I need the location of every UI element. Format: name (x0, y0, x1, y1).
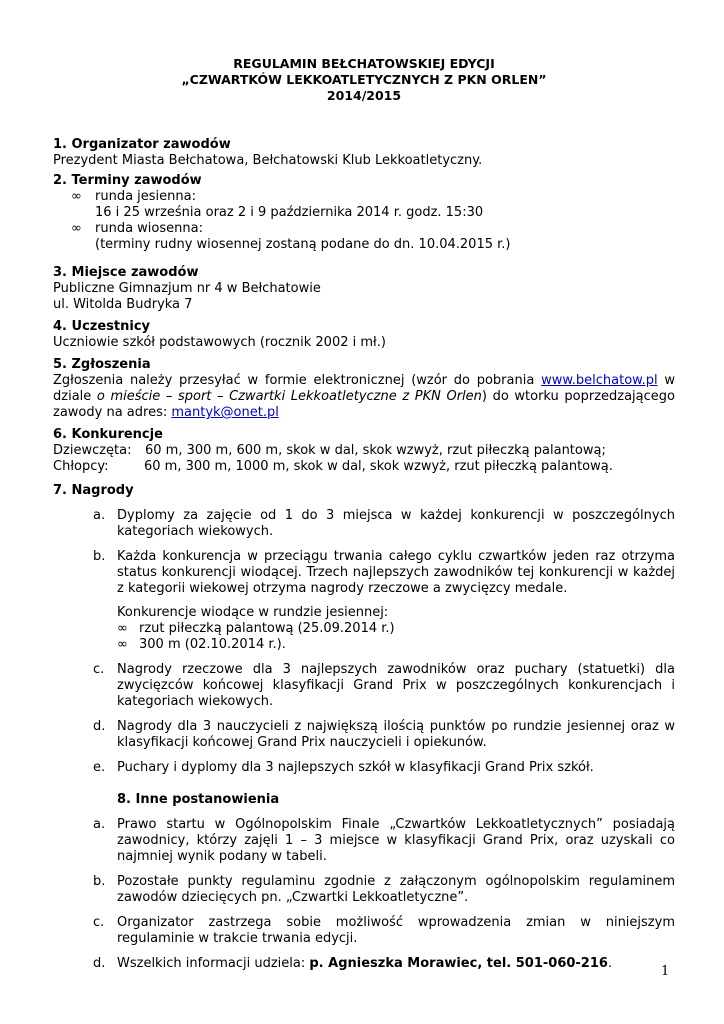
document-title (53, 56, 675, 104)
section-dates (53, 173, 675, 253)
list-item: d. Nagrody dla 3 nauczycieli z największą ilością punktów po rundzie jesiennej oraz w klasyfikacji końcowej Grand Prix nauczycieli i opiekunów. (93, 719, 675, 750)
section-heading: 6. Konkurencje (53, 427, 163, 442)
section-text: Prezydent Miasta Bełchatowa, Bełchatowski Klub Lekkoatletyczny. (53, 153, 483, 168)
infinity-bullet-icon: ∞ (117, 621, 128, 636)
date-detail: (terminy rudny wiosennej zostaną podane do dn. 10.04.2015 r.) (95, 237, 511, 252)
infinity-bullet-icon: ∞ (71, 221, 82, 236)
list-item: d. Wszelkich informacji udziela: p. Agnieszka Morawiec, tel. 501-060-216. (93, 956, 613, 971)
section-other-provisions (53, 792, 675, 972)
leading-events-heading: Konkurencje wiodące w rundzie jesiennej: (117, 605, 389, 620)
boys-events: Chłopcy: 60 m, 300 m, 1000 m, skok w dal, skok wzwyż, rzut piłeczką palantową. (53, 459, 613, 474)
title-line-1: REGULAMIN BEŁCHATOWSKIEJ EDYCJI (233, 56, 495, 71)
location-address: ul. Witolda Budryka 7 (53, 297, 193, 312)
section-heading: 2. Terminy zawodów (53, 173, 202, 188)
section-registration (53, 357, 675, 421)
infinity-bullet-icon: ∞ (117, 637, 128, 652)
section-awards (53, 483, 675, 776)
list-item: b. Pozostałe punkty regulaminu zgodnie z załączonym ogólnopolskim regulaminem zawodów dziecięcych pn. „Czwartki Lekkoatletyczne”. (93, 874, 675, 905)
girls-events: Dziewczęta: 60 m, 300 m, 600 m, skok w dal, skok wzwyż, rzut piłeczką palantową; (53, 443, 606, 458)
section-text: Uczniowie szkół podstawowych (rocznik 2002 i mł.) (53, 335, 386, 350)
belchatow-link[interactable]: www.belchatow.pl (541, 373, 658, 388)
list-item: ∞ 300 m (02.10.2014 r.). (117, 637, 286, 652)
list-item: c. Organizator zastrzega sobie możliwość wprowadzenia zmian w niniejszym regulaminie w trakcie trwania edycji. (93, 915, 675, 946)
contact-info: p. Agnieszka Morawiec, tel. 501-060-216 (309, 956, 608, 971)
document-page (53, 56, 675, 972)
list-item: ∞ runda jesienna: (71, 189, 196, 204)
section-participants (53, 319, 675, 351)
email-link[interactable]: mantyk@onet.pl (171, 405, 279, 420)
section-events (53, 427, 675, 475)
section-organizer (53, 137, 675, 169)
infinity-bullet-icon: ∞ (71, 189, 82, 204)
list-item: ∞ rzut piłeczką palantową (25.09.2014 r.) (117, 621, 395, 636)
list-item: e. Puchary i dyplomy dla 3 najlepszych szkół w klasyfikacji Grand Prix szkół. (93, 760, 594, 775)
registration-text: Zgłoszenia należy przesyłać w formie elektronicznej (wzór do pobrania www.belchatow.pl w dziale o mieście – sport – Czwartki Lekkoatletyczne z PKN Orlen) do wtorku poprzedzającego zawody na adres: mantyk@onet.pl (53, 373, 675, 420)
page-number: 1 (661, 964, 670, 979)
section-heading: 1. Organizator zawodów (53, 137, 231, 152)
section-heading: 8. Inne postanowienia (117, 792, 280, 807)
list-item: ∞ runda wiosenna: (71, 221, 203, 236)
section-location (53, 265, 675, 313)
title-line-2: „CZWARTKÓW LEKKOATLETYCZNYCH Z PKN ORLEN” (181, 72, 547, 87)
location-name: Publiczne Gimnazjum nr 4 w Bełchatowie (53, 281, 321, 296)
list-item: a. Dyplomy za zajęcie od 1 do 3 miejsca w każdej konkurencji w poszczególnych kategoriach wiekowych. (93, 508, 675, 539)
section-heading: 3. Miejsce zawodów (53, 265, 199, 280)
section-heading: 5. Zgłoszenia (53, 357, 151, 372)
list-item: a. Prawo startu w Ogólnopolskim Finale „Czwartków Lekkoatletycznych” posiadają zawodnicy, którzy zajęli 1 – 3 miejsce w klasyfikacji Grand Prix, oraz uzyskali co najmniej wynik podany w tabeli. (93, 817, 675, 864)
list-item: c. Nagrody rzeczowe dla 3 najlepszych zawodników oraz puchary (statuetki) dla zwycięzców końcowej klasyfikacji Grand Prix w poszczególnych konkurencjach i kategoriach wiekowych. (93, 662, 675, 709)
section-heading: 4. Uczestnicy (53, 319, 150, 334)
list-item: b. Każda konkurencja w przeciągu trwania całego cyklu czwartków jeden raz otrzyma status konkurencji wiodącej. Trzech najlepszych zawodników tej konkurencji w każdej z kategorii wiekowej otrzyma nagrody rzeczowe a zwycięzcy medale. (93, 549, 675, 596)
title-line-3: 2014/2015 (326, 88, 402, 103)
date-detail: 16 i 25 września oraz 2 i 9 października 2014 r. godz. 15:30 (95, 205, 484, 220)
section-heading: 7. Nagrody (53, 483, 134, 498)
